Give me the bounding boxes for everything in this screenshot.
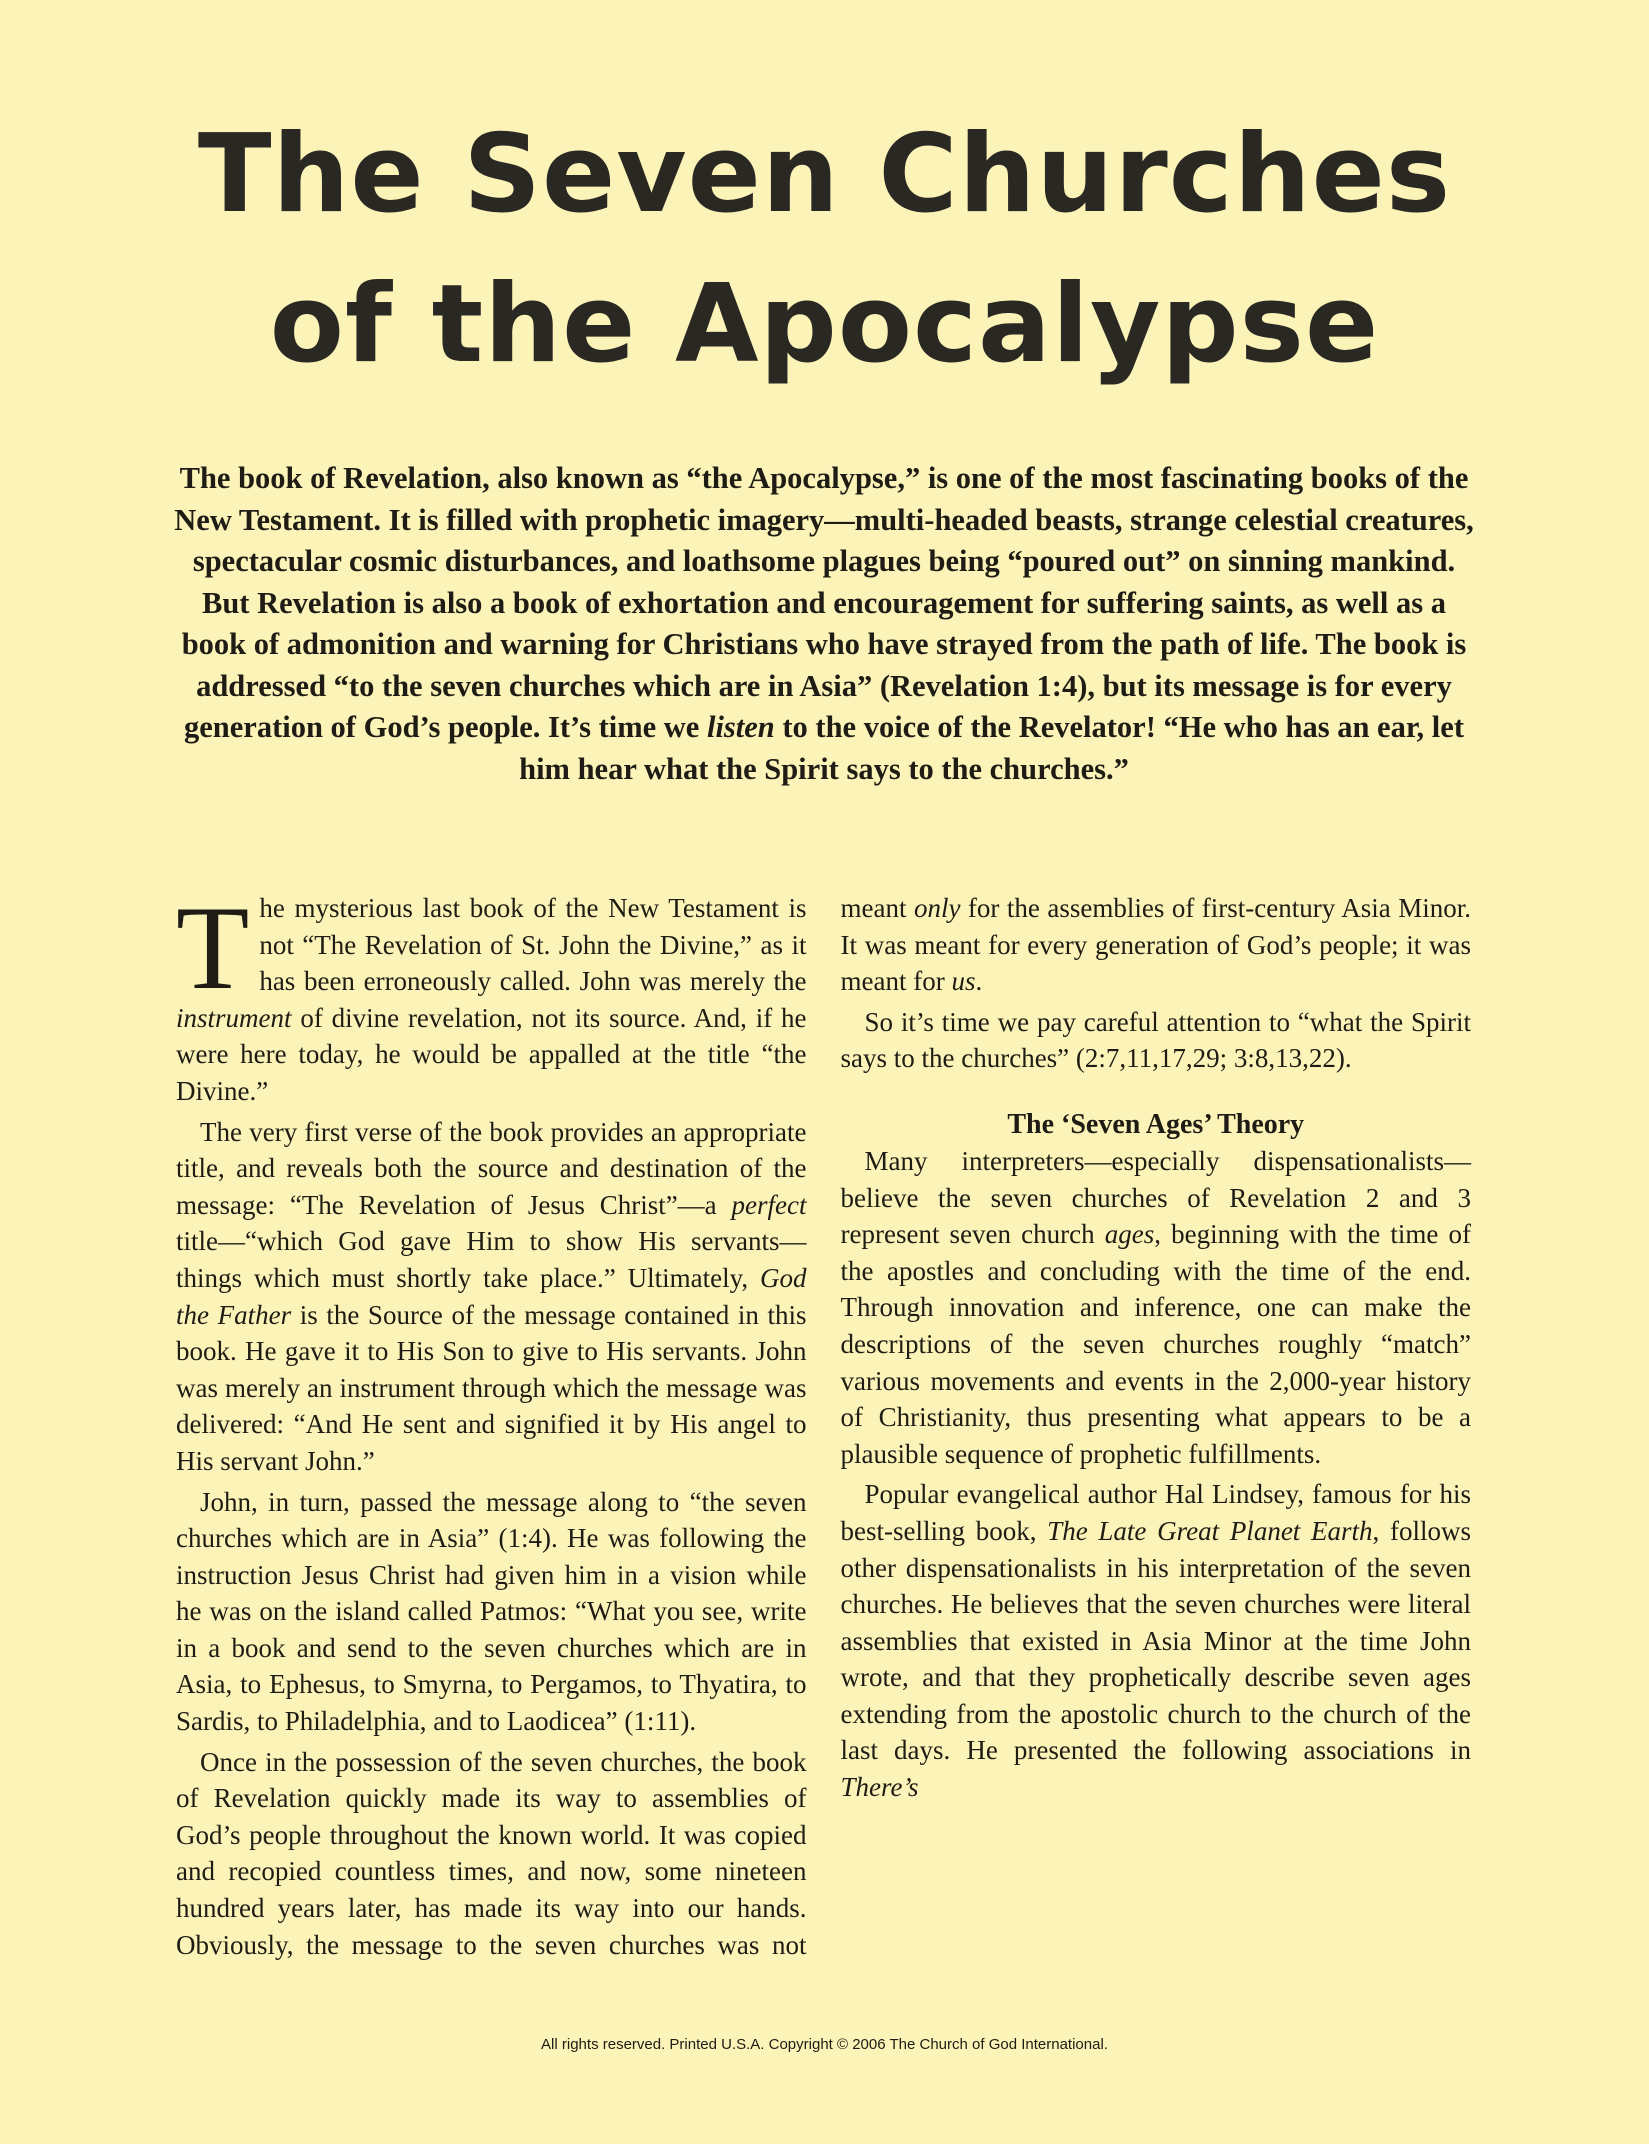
p2-italic-1: perfect <box>731 1189 807 1220</box>
p4-text-b: for the assemblies of first-century Asia Minor. It was meant for every generation of God’s people; it was meant for <box>840 893 1471 997</box>
article-body <box>176 881 1471 1985</box>
p2-text-c: is the Source of the message contained in this book. He gave it to His Son to give to His servants. John was merely an instrument through which the message was delivered: “And He sent and signified it by His angel to His servant John.” <box>176 1299 807 1476</box>
p6-italic: ages <box>1104 1219 1155 1250</box>
page-title <box>0 100 1649 400</box>
p6-text-a: Many interpreters—especially dispensationalists—believe the seven churches of Revelation 2 and 3 represent seven church <box>840 1145 1471 1250</box>
p2-italic-2: God the Father <box>176 1262 807 1330</box>
drop-cap: T <box>176 881 250 1014</box>
p4-italic-2: us <box>951 966 976 997</box>
p1-italic: instrument <box>176 1002 292 1033</box>
title-line-2: of the Apocalypse <box>269 262 1380 387</box>
intro-text-1: The book of Revelation, also known as “the Apocalypse,” is one of the most fascinating books of the New Testament. It is filled with prophetic imagery—multi-headed beasts, strange celestial creatures, spectacular cosmic disturbances, and loathsome plagues being “poured out” on sinning mankind. But Revelation is also a book of exhortation and encouragement for suffering saints, as well as a book of admonition and warning for Christians who have strayed from the path of life. The book is addressed “to the seven churches which are in Asia” (Revelation 1:4), but its message is for every generation of God’s people. It’s time we <box>174 461 1474 744</box>
article-paragraph-1 <box>176 881 807 1110</box>
article-paragraph-6 <box>841 1143 1472 1472</box>
intro-italic: listen <box>706 710 775 744</box>
intro-paragraph <box>168 458 1480 790</box>
section-heading: The ‘Seven Ages’ Theory <box>1007 1108 1305 1140</box>
p7-italic-2: There’s <box>840 1772 919 1803</box>
p4-text-c: . <box>975 966 983 997</box>
copyright-footer: All rights reserved. Printed U.S.A. Copyright © 2006 The Church of God International. <box>541 2036 1108 2053</box>
article-paragraph-2 <box>176 1114 807 1480</box>
p7-text-b: , follows other dispensationalists in his interpretation of the seven churches. He believes that the seven churches were literal assemblies that existed in Asia Minor at the time John wrote, and that they prophetically describe seven ages extending from the apostolic church to the church of the last days. He presented the following associations in <box>840 1515 1471 1766</box>
p7-italic-1: The Late Great Planet Earth <box>1047 1515 1373 1546</box>
p4-italic-1: only <box>913 893 961 923</box>
article-paragraph-7 <box>841 1476 1472 1805</box>
p7-text-a: Popular evangelical author Hal Lindsey, famous for his best-selling book, <box>840 1479 1471 1546</box>
p2-text-a: The very first verse of the book provides an appropriate title, and reveals both the source and destination of the message: “The Revelation of Jesus Christ”—a <box>176 1116 807 1220</box>
article-paragraph-5: So it’s time we pay careful attention to “what the Spirit says to the churches” (2:7,11,17,29; 3:8,13,22). <box>840 1006 1471 1074</box>
p6-text-b: , beginning with the time of the apostles and concluding with the time of the end. Through innovation and inference, one can make the descriptions of the seven churches roughly “match” various movements and events in the 2,000-year history of Christianity, thus presenting what appears to be a plausible sequence of prophetic fulfillments. <box>840 1219 1471 1469</box>
intro-text-2: to the voice of the Revelator! “He who has an ear, let him hear what the Spirit says to the churches.” <box>519 710 1464 786</box>
p4-text-a: Once in the possession of the seven churches, the book of Revelation quickly made its way to assemblies of God’s people throughout the known world. It was copied and recopied countless times, and now, some nineteen hundred years later, has made its way into our hands. Obviously, the message to the seven churches was not meant <box>176 893 914 1960</box>
article-paragraph-3: John, in turn, passed the message along to “the seven churches which are in Asia” (1:4). He was following the instruction Jesus Christ had given him in a vision while he was on the island called Patmos: “What you see, write in a book and send to the seven churches which are in Asia, to Ephesus, to Smyrna, to Pergamos, to Thyatira, to Sardis, to Philadelphia, and to Laodicea” (1:11). <box>176 1486 807 1737</box>
p2-text-b: title—“which God gave Him to show His servants—things which must shortly take place.” Ultimately, <box>176 1226 807 1293</box>
title-line-1: The Seven Churches <box>197 112 1452 237</box>
p1-text-b: of divine revelation, not its source. And, if he were here today, he would be appalled at the title “the Divine.” <box>176 1002 807 1106</box>
p1-text-a: he mysterious last book of the New Testament is not “The Revelation of St. John the Divine,” as it has been erroneously called. John was merely the <box>259 893 807 997</box>
